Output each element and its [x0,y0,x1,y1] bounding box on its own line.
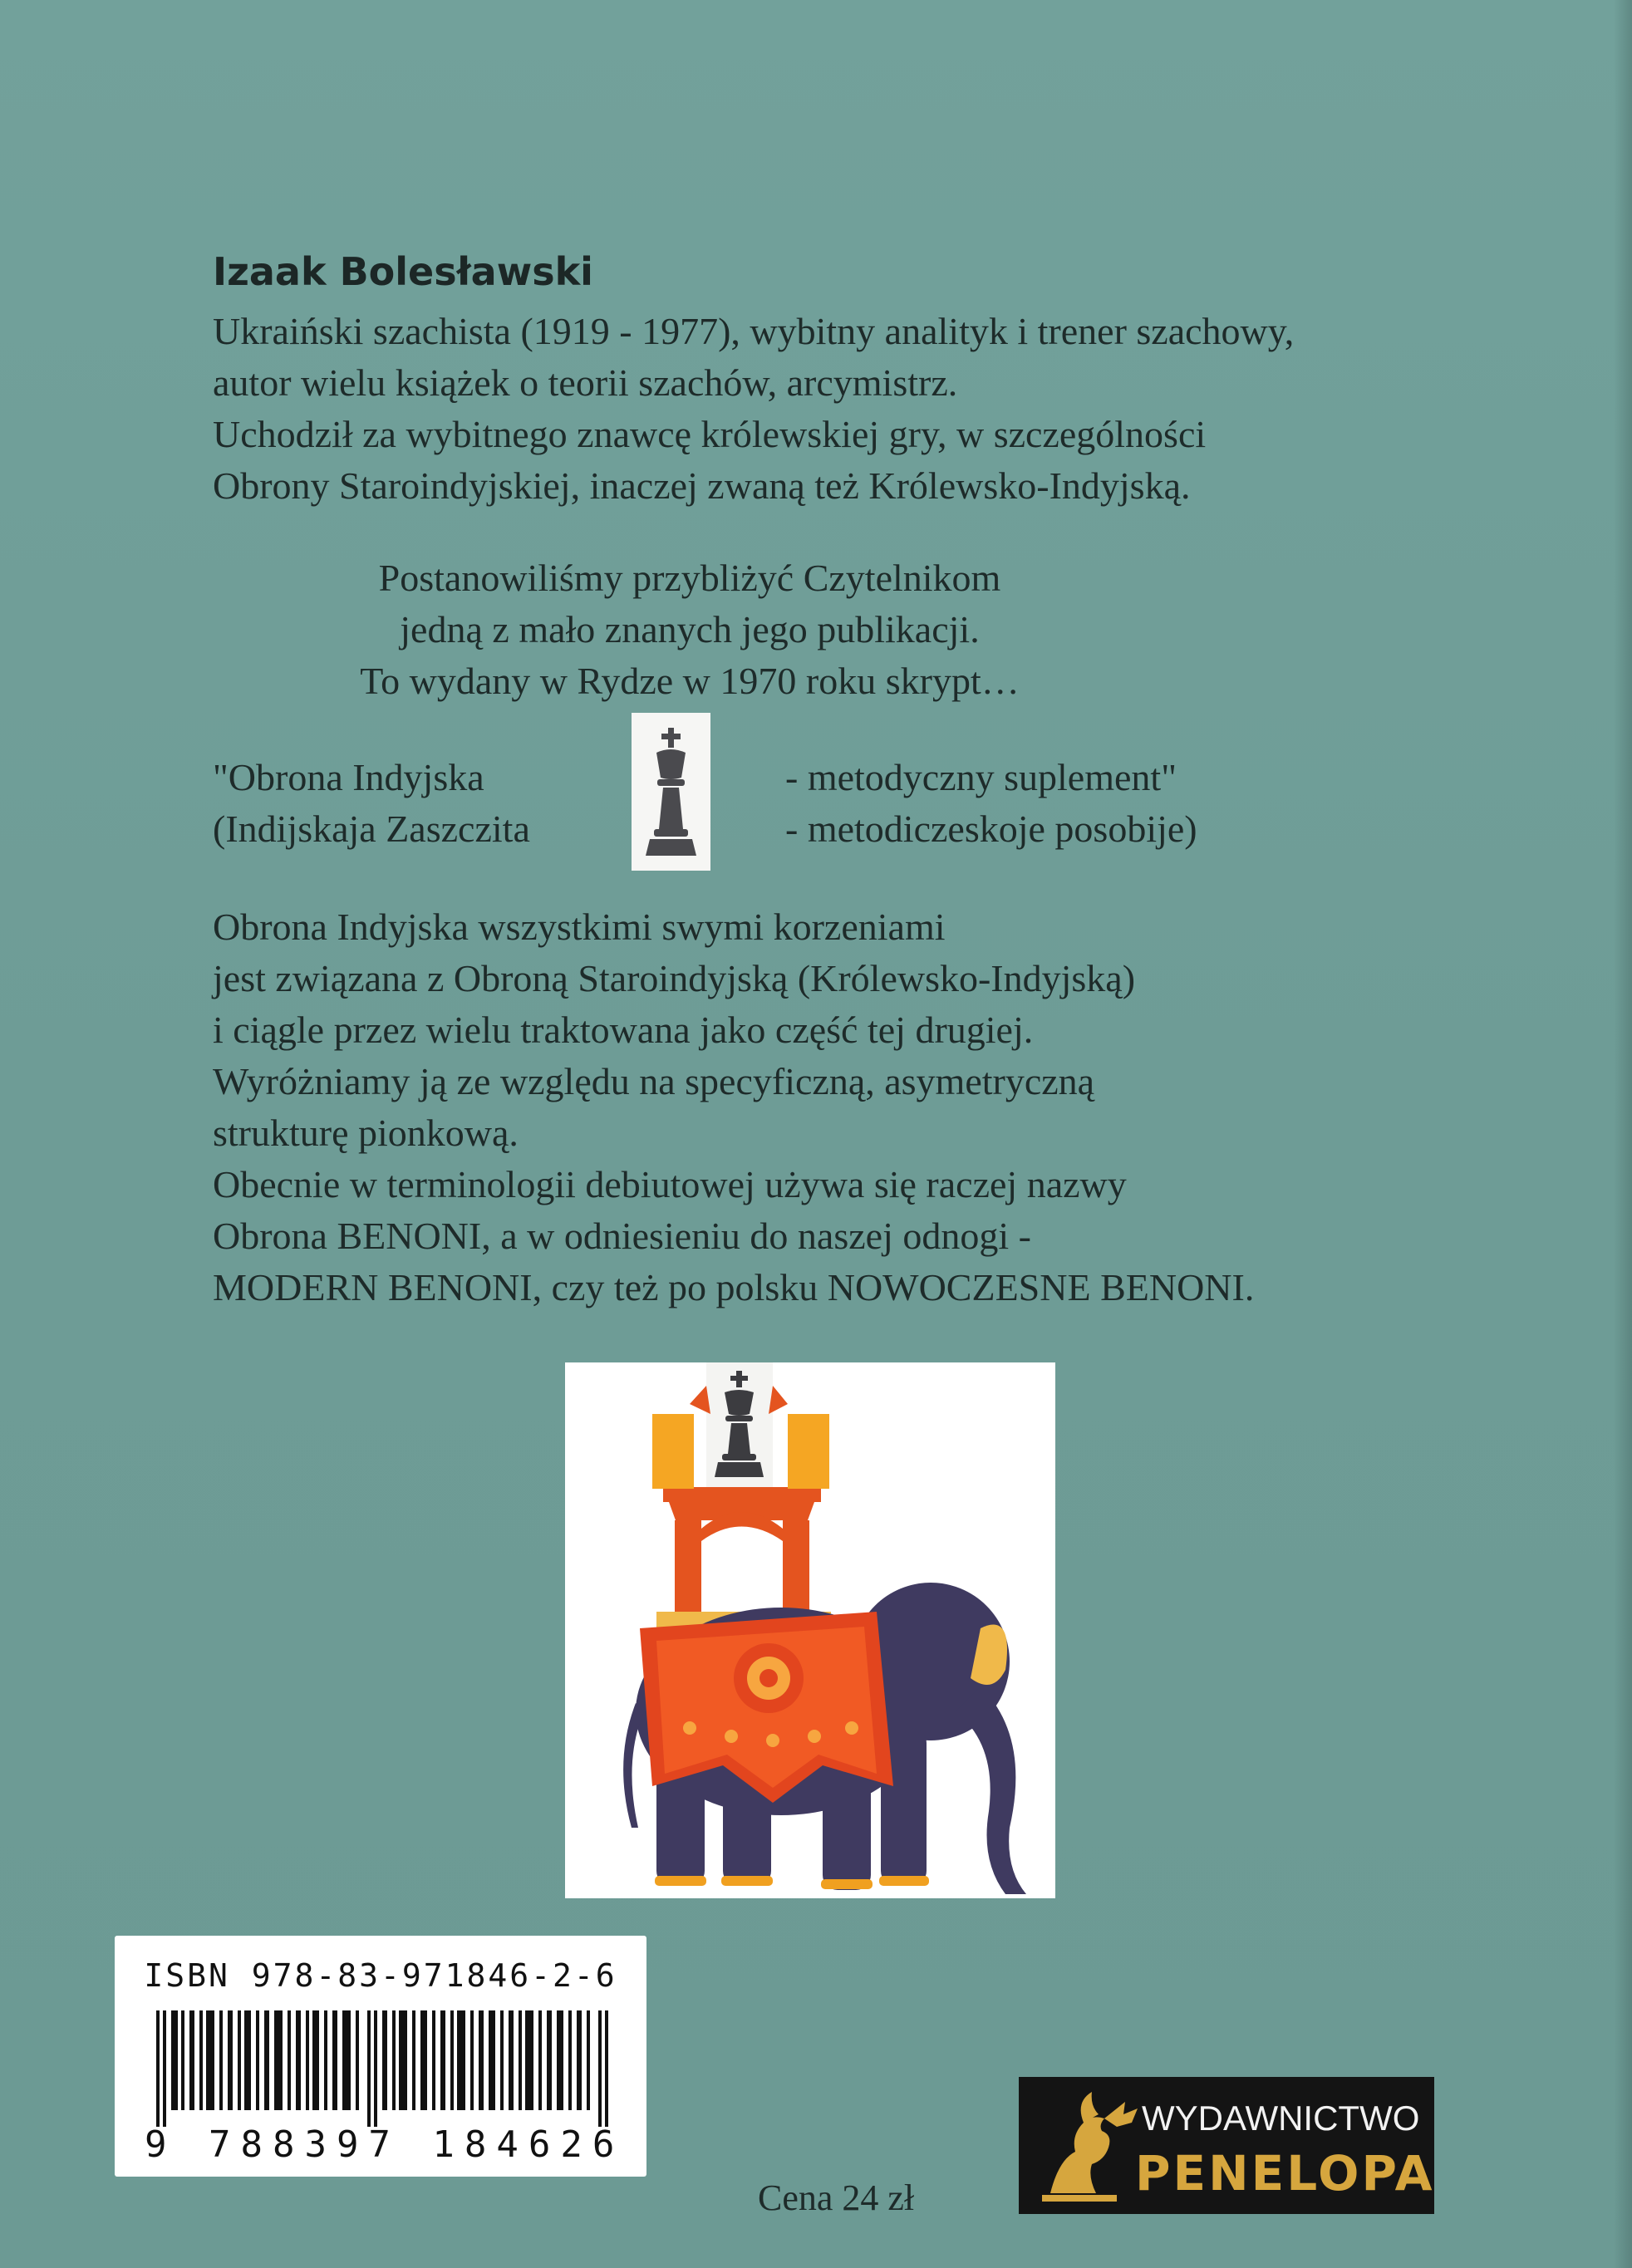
title-line: (Indijskaja Zaszczita [213,808,530,850]
isbn-number: ISBN 978-83-971846-2-6 [144,1957,617,1994]
isbn-barcode [115,1936,646,2177]
book-title-right [785,752,1197,855]
author-name: Izaak Bolesławski [213,249,593,294]
bio-line: Uchodził za wybitnego znawcę królewskiej gry, w szczególności [213,413,1207,455]
description-line: Wyróżniamy ją ze względu na specyficzną, asymetryczną [213,1060,1095,1102]
book-title-left [213,752,530,855]
pegasus-book-icon [1025,2085,1150,2210]
bio-line: Ukraiński szachista (1919 - 1977), wybitny analityk i trener szachowy, [213,310,1295,352]
description-line: Obrona BENONI, a w odniesieniu do naszej odnogi - [213,1215,1031,1257]
intro-line: To wydany w Rydze w 1970 roku skrypt… [360,660,1020,702]
price-label: Cena 24 zł [758,2177,915,2218]
description-line: Obecnie w terminologii debiutowej używa się raczej nazwy [213,1163,1127,1205]
page-edge [1614,0,1632,2268]
bio-line: Obrony Staroindyjskiej, inaczej zwaną też Królewsko-Indyjską. [213,464,1191,507]
description-line: MODERN BENONI, czy też po polsku NOWOCZESNE BENONI. [213,1266,1255,1308]
bio-line: autor wielu książek o teorii szachów, arcymistrz. [213,361,958,404]
title-line: "Obrona Indyjska [213,756,484,798]
barcode-bars [156,2010,622,2127]
description-line: strukturę pionkową. [213,1112,519,1154]
chess-king-icon [632,713,710,871]
publisher-brand: PENELOPA [1135,2145,1435,2202]
description-line: Obrona Indyjska wszystkimi swymi korzeniami [213,906,946,948]
ean-digits: 9 788397 184626 [145,2123,625,2166]
intro-text [349,552,1030,707]
publisher-label: WYDAWNICTWO [1142,2099,1420,2138]
title-line: - metodyczny suplement" [785,756,1177,798]
title-line: - metodiczeskoje posobije) [785,808,1197,850]
elephant-illustration [565,1362,1055,1898]
description-line: i ciągle przez wielu traktowana jako część tej drugiej. [213,1009,1034,1051]
publisher-logo [1019,2077,1434,2214]
description-text [213,901,1254,1313]
description-line: jest związana z Obroną Staroindyjską (Królewsko-Indyjską) [213,957,1136,999]
intro-line: jedną z mało znanych jego publikacji. [400,608,980,650]
author-bio [213,306,1294,512]
intro-line: Postanowiliśmy przybliżyć Czytelnikom [378,557,1001,599]
